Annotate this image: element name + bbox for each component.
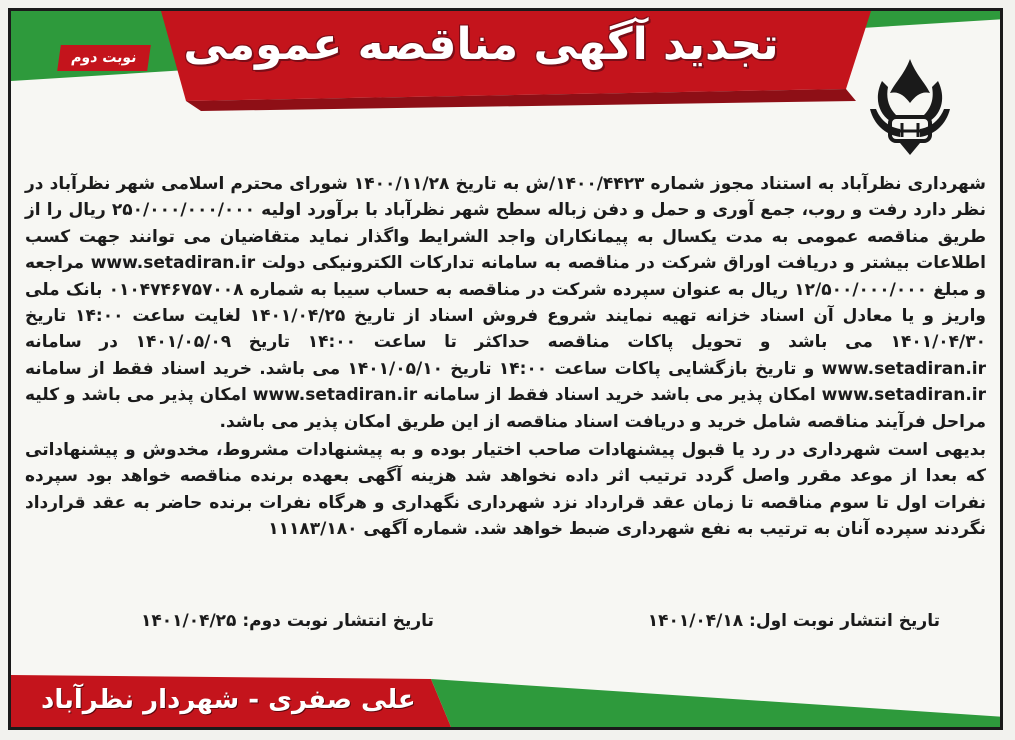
publication-dates bbox=[141, 611, 940, 631]
first-publication-date: تاریخ انتشار نوبت اول: ۱۴۰۱/۰۴/۱۸ bbox=[647, 611, 940, 631]
notice-title: تجدید آگهی مناقصه عمومی bbox=[183, 19, 779, 70]
footer-banner bbox=[11, 669, 1000, 727]
second-publication-date: تاریخ انتشار نوبت دوم: ۱۴۰۱/۰۴/۲۵ bbox=[141, 611, 434, 631]
notice-body bbox=[25, 171, 986, 543]
header-banner bbox=[11, 11, 1000, 111]
municipality-emblem-icon bbox=[860, 51, 960, 161]
notice-paragraph-main: شهرداری نظرآباد به استناد مجوز شماره ۱۴۰۰/۴۴۲۳/ش به تاریخ ۱۴۰۰/۱۱/۲۸ شورای محترم اسلامی شهر نظرآباد در نظر دارد رفت و روب، جمع آوری و حمل و دفن زباله سطح شهر نظرآباد با برآورد اولیه ۲۵۰/۰۰۰/۰۰۰/۰۰۰ ریال را از طریق مناقصه عمومی به مدت یکسال به پیمانکاران واجد الشرایط واگذار نماید متقاضیان می توانند جهت کسب اطلاعات بیشتر و دریافت اوراق شرکت در مناقصه به سامانه تدارکات الکترونیکی دولت www.setadiran.ir مراجعه و مبلغ ۱۲/۵۰۰/۰۰۰/۰۰۰ ریال به عنوان سپرده شرکت در مناقصه به حساب سیبا به شماره ۰۱۰۴۷۴۶۷۵۷۰۰۸ بانک ملی واریز و یا معادل آن اسناد خزانه تهیه نمایند شروع فروش اسناد از تاریخ ۱۴۰۱/۰۴/۲۵ لغایت ساعت ۱۴:۰۰ تاریخ ۱۴۰۱/۰۴/۳۰ می باشد و تحویل پاکات مناقصه حداکثر تا ساعت ۱۴:۰۰ تاریخ ۱۴۰۱/۰۵/۰۹ در سامانه www.setadiran.ir و تاریخ بازگشایی پاکات ساعت ۱۴:۰۰ تاریخ ۱۴۰۱/۰۵/۱۰ می باشد. خرید اسناد فقط از سامانه www.setadiran.ir امکان پذیر می باشد خرید اسناد فقط از سامانه www.setadiran.ir امکان پذیر می باشد و کلیه مراحل فرآیند مناقصه شامل خرید و دریافت اسناد مناقصه از این طریق امکان پذیر می باشد. bbox=[25, 174, 987, 432]
notice-paragraph-terms: بدیهی است شهرداری در رد یا قبول پیشنهادات صاحب اختیار بوده و به پیشنهادات مشروط، مخدوش و پیشنهاداتی که بعدا از موعد مقرر واصل گردد ترتیب اثر داده نخواهد شد هزینه آگهی بعهده برنده مناقصه خواهد بود سپرده نفرات اول تا سوم مناقصه تا زمان عقد قرارداد نزد شهرداری نگهداری و هرگاه نفرات برنده حاضر به عقد قرارداد نگردند سپرده آنان به ترتیب به نفع شهرداری ضبط خواهد شد. شماره آگهی ۱۱۱۸۳/۱۸۰ bbox=[25, 440, 986, 540]
notice-frame bbox=[8, 8, 1003, 730]
signer-name: علی صفری - شهردار نظرآباد bbox=[41, 685, 416, 715]
second-publication-badge: نوبت دوم bbox=[57, 45, 151, 71]
